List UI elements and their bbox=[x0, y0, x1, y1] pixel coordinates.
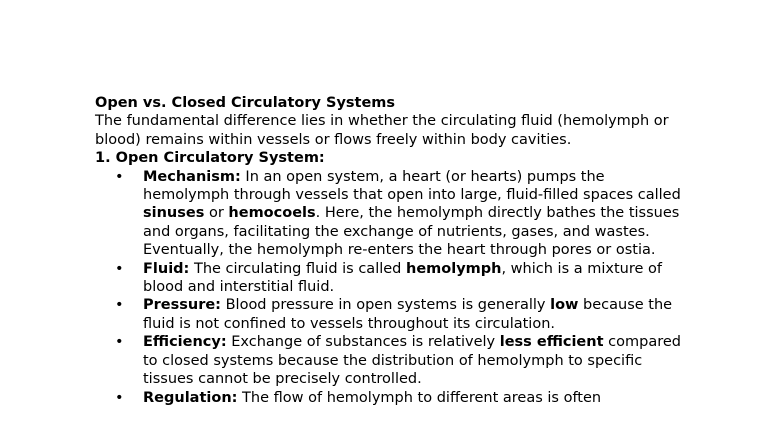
item-bold-term: hemocoels bbox=[228, 205, 316, 222]
bullet-icon: • bbox=[115, 297, 124, 314]
bullet-icon: • bbox=[115, 168, 124, 185]
item-text: . Here, the hemolymph directly bathes the tissues and organs, facilitating the exchange of nutrients, gases, and wastes. Eventually, the hemolymph re-enters the heart through pores or ostia. bbox=[143, 205, 680, 259]
section-heading-open-system: 1. Open Circulatory System: bbox=[95, 150, 325, 167]
item-text: because the fluid is not confined to vessels throughout its circulation. bbox=[143, 297, 673, 332]
open-system-list bbox=[95, 168, 695, 407]
item-text: Exchange of substances is relatively bbox=[226, 334, 500, 351]
document-page bbox=[95, 94, 695, 407]
item-text: compared to closed systems because the distribution of hemolymph to specific tissues cannot be precisely controlled. bbox=[143, 334, 681, 388]
item-text: or bbox=[204, 205, 229, 222]
bullet-icon: • bbox=[115, 334, 124, 351]
intro-paragraph: The fundamental difference lies in whether the circulating fluid (hemolymph or blood) remains within vessels or flows freely within body cavities. bbox=[95, 113, 669, 148]
item-bold-term: hemolymph bbox=[406, 260, 502, 277]
item-text: The flow of hemolymph to different areas is often bbox=[237, 389, 602, 406]
item-label: Mechanism: bbox=[143, 168, 241, 185]
item-label: Efficiency: bbox=[143, 334, 227, 351]
document-title: Open vs. Closed Circulatory Systems bbox=[95, 95, 396, 111]
list-item-pressure bbox=[95, 296, 695, 333]
bullet-icon: • bbox=[115, 389, 124, 406]
item-bold-term: less efficient bbox=[499, 334, 604, 351]
item-bold-term: low bbox=[550, 297, 579, 314]
item-bold-term: sinuses bbox=[143, 205, 205, 222]
item-label: Pressure: bbox=[143, 297, 221, 314]
bullet-icon: • bbox=[115, 260, 124, 277]
list-item-regulation bbox=[95, 389, 695, 407]
list-item-mechanism bbox=[95, 168, 695, 260]
item-text: Blood pressure in open systems is generally bbox=[220, 297, 551, 314]
item-text: In an open system, a heart (or hearts) pumps the hemolymph through vessels that open into large, fluid-filled spaces called bbox=[143, 168, 681, 204]
list-item-efficiency bbox=[95, 333, 695, 388]
list-item-fluid bbox=[95, 260, 695, 297]
item-label: Fluid: bbox=[143, 260, 190, 277]
item-text: The circulating fluid is called bbox=[189, 260, 406, 277]
item-text: , which is a mixture of blood and interstitial fluid. bbox=[143, 260, 662, 296]
item-label: Regulation: bbox=[143, 389, 238, 406]
